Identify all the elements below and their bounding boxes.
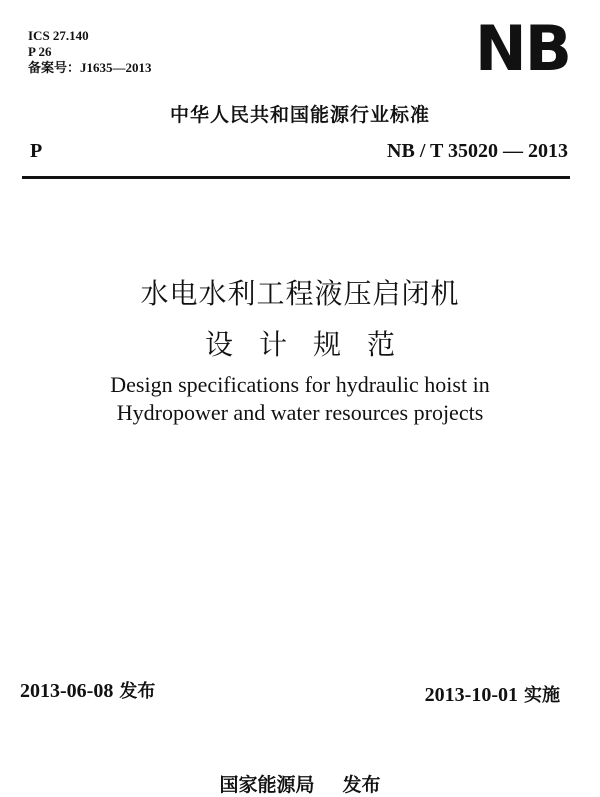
issue-date-block xyxy=(20,677,155,703)
header-divider xyxy=(22,176,570,179)
standard-number: NB / T 35020 — 2013 xyxy=(387,140,568,162)
record-number: 备案号：J1635—2013 xyxy=(28,60,152,75)
implementation-date: 2013-10-01 xyxy=(424,684,518,706)
issuer-line xyxy=(0,770,600,797)
issue-label: 发布 xyxy=(119,681,156,702)
title-english-line1: Design specifications for hydraulic hoist in xyxy=(110,372,490,397)
title-english-line2: Hydropower and water resources projects xyxy=(116,400,484,425)
issue-date: 2013-06-08 xyxy=(20,680,114,702)
organization-title: 中华人民共和国能源行业标准 xyxy=(169,104,430,126)
issuer-action: 发布 xyxy=(342,774,381,796)
title-chinese: 水电水利工程液压启闭机 xyxy=(140,277,460,310)
classification-code: P 26 xyxy=(28,44,52,59)
category-code: P xyxy=(30,140,43,162)
nb-logo: NB xyxy=(474,12,570,85)
implementation-label: 实施 xyxy=(524,685,560,706)
subtitle-chinese: 设计规范 xyxy=(204,328,421,361)
implementation-date-block xyxy=(425,681,560,707)
ics-code: ICS 27.140 xyxy=(28,28,89,43)
issuer-name: 国家能源局 xyxy=(219,774,315,796)
